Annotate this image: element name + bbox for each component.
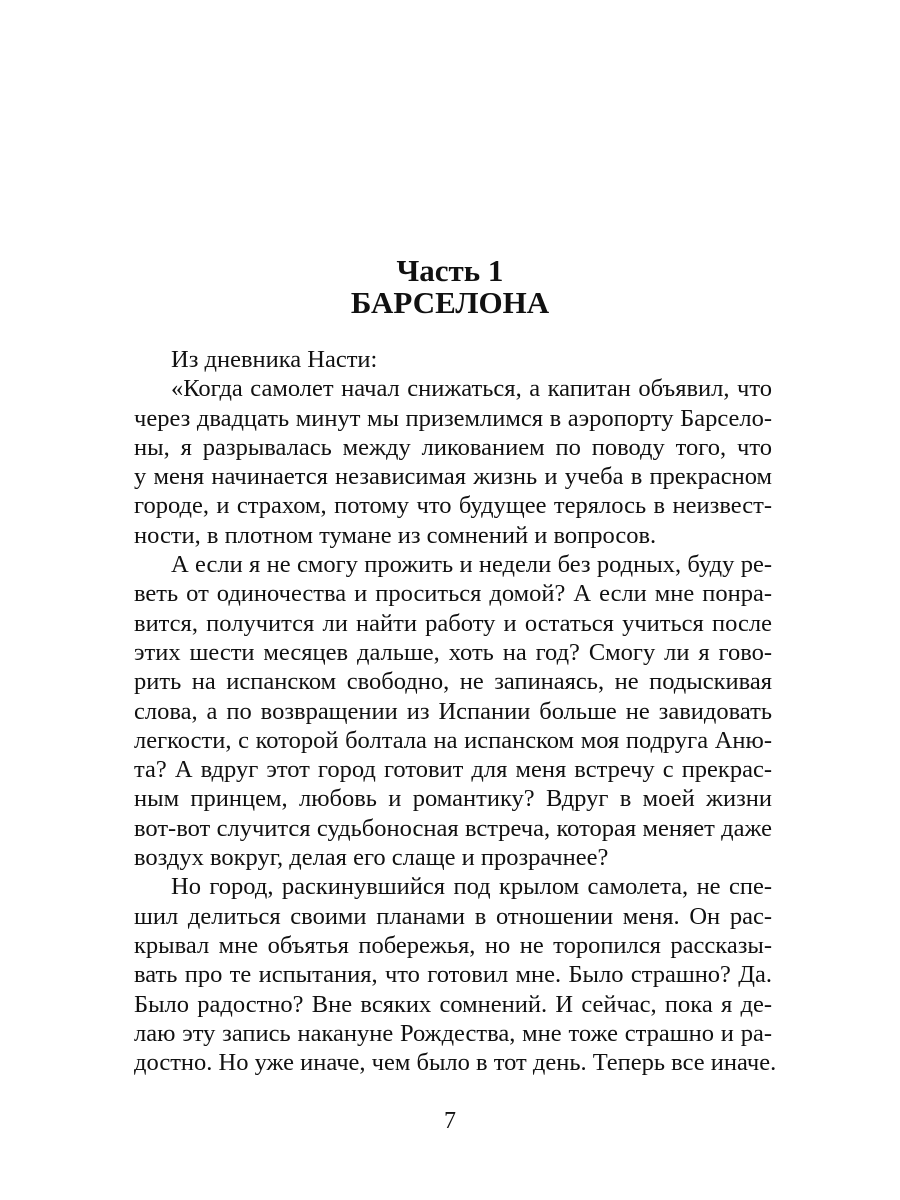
text-line: Но город, раскинувшийся под крылом самолета, не спе- [171,873,772,901]
text-line: вать про те испытания, что готовил мне. Было страшно? Да. [134,961,772,989]
text-line: этих шести месяцев дальше, хоть на год? Смогу ли я гово- [134,638,772,666]
text-line: Было радостно? Вне всяких сомнений. И сейчас, пока я де- [134,990,772,1018]
text-line: «Когда самолет начал снижаться, а капитан объявил, что [171,375,772,403]
text-line: лаю эту запись накануне Рождества, мне тоже страшно и ра- [134,1019,772,1047]
text-line: Из дневника Насти: [171,346,378,373]
text-line: легкости, с которой болтала на испанском моя подруга Аню- [134,726,772,754]
text-line: городе, и страхом, потому что будущее терялось в неизвест- [134,492,772,520]
text-line: вится, получится ли найти работу и остаться учиться после [134,609,772,637]
text-line: ности, в плотном тумане из сомнений и вопросов. [134,521,657,549]
text-line: достно. Но уже иначе, чем было в тот день. Теперь все иначе. [134,1049,777,1077]
text-line: крывал мне объятья побережья, но не торопился рассказы- [134,931,772,959]
text-line: веть от одиночества и проситься домой? А если мне понра- [134,580,772,608]
body-text [134,345,777,1077]
text-line: ны, я разрывалась между ликованием по поводу того, что [134,433,772,461]
text-line: у меня начинается независимая жизнь и учеба в прекрасном [134,463,772,491]
text-line: А если я не смогу прожить и недели без родных, буду ре- [171,551,772,579]
chapter-title: БАРСЕЛОНА [350,285,550,320]
page-number: 7 [444,1108,456,1134]
text-line: ным принцем, любовь и романтику? Вдруг в моей жизни [134,785,772,813]
text-line: через двадцать минут мы приземлимся в аэропорту Барсело- [134,404,772,432]
text-line: та? А вдруг этот город готовит для меня встречу с прекрас- [134,756,772,784]
text-line: шил делиться своими планами в отношении меня. Он рас- [134,902,772,930]
text-line: воздух вокруг, делая его слаще и прозрачнее? [134,844,609,872]
part-heading: Часть 1 [396,253,504,288]
text-line: вот-вот случится судьбоносная встреча, которая меняет даже [134,814,772,842]
text-line: рить на испанском свободно, не запинаясь, не подыскивая [134,668,772,696]
text-line: слова, а по возвращении из Испании больше не завидовать [134,697,772,725]
